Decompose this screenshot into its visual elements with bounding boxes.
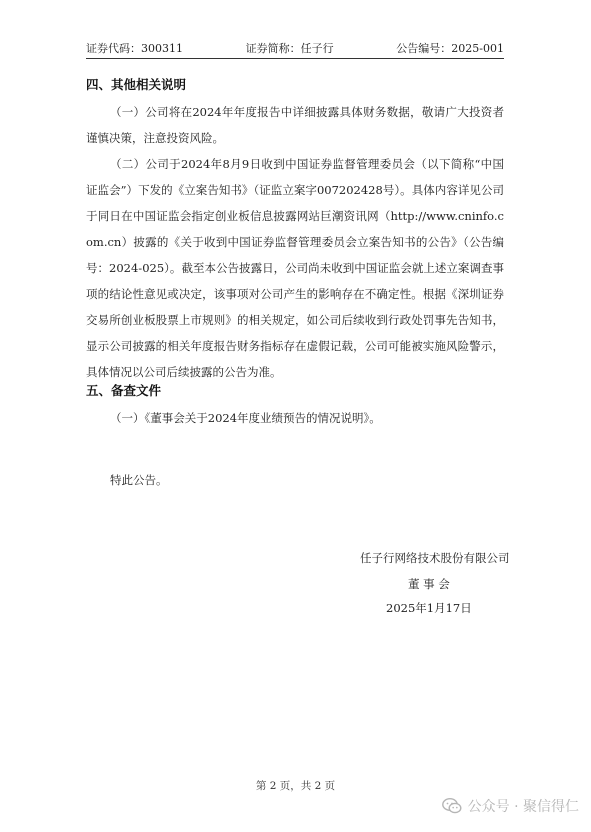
header-rule [86,58,504,59]
stock-code: 证券代码：300311 [86,42,183,55]
section-title-other-notes: 四、其他相关说明 [86,77,187,92]
reference-document-item: （一）《董事会关于2024年度业绩预告的情况说明》。 [110,411,381,425]
stock-abbreviation: 证券简称：任子行 [245,42,334,55]
wechat-icon [442,798,462,814]
section-title-reference-documents: 五、备查文件 [86,383,162,398]
announcement-number: 公告编号：2025-001 [396,42,504,55]
watermark [442,796,579,816]
page-header [86,40,504,56]
page-footer: 第 2 页，共 2 页 [255,780,336,792]
paragraph-note-2: （二）公司于2024年8月9日收到中国证券监督管理委员会（以下简称“中国证监会”）下发的《立案告知书》（证监立案字007202428号）。具体内容详见公司于同日在中国证监会指定创业板信息披露网站巨潮资讯网（http://www.cninfo.com.cn）披露的《关于收到中国证券监督管理委员会立案告知书的公告》（公告编号：2024-025）。截至本公告披露日，公司尚未收到中国证监会就上述立案调查事项的结论性意见或决定，该事项对公司产生的影响存在不确定性。根据《深圳证券交易所创业板股票上市规则》的相关规定，如公司后续收到行政处罚事先告知书，显示公司披露的相关年度报告财务指标存在虚假记载，公司可能被实施风险警示，具体情况以公司后续披露的公告为准。 [86,157,504,379]
sign-off-text: 特此公告。 [110,473,168,487]
board-of-directors: 董 事 会 [408,577,450,591]
announcement-date: 2025年1月17日 [386,601,472,615]
paragraph-note-1: （一）公司将在2024年年度报告中详细披露具体财务数据，敬请广大投资者谨慎决策，注意投资风险。 [86,105,504,145]
watermark-text: 公众号 · 聚信得仁 [467,799,579,815]
company-name: 任子行网络技术股份有限公司 [360,551,510,565]
